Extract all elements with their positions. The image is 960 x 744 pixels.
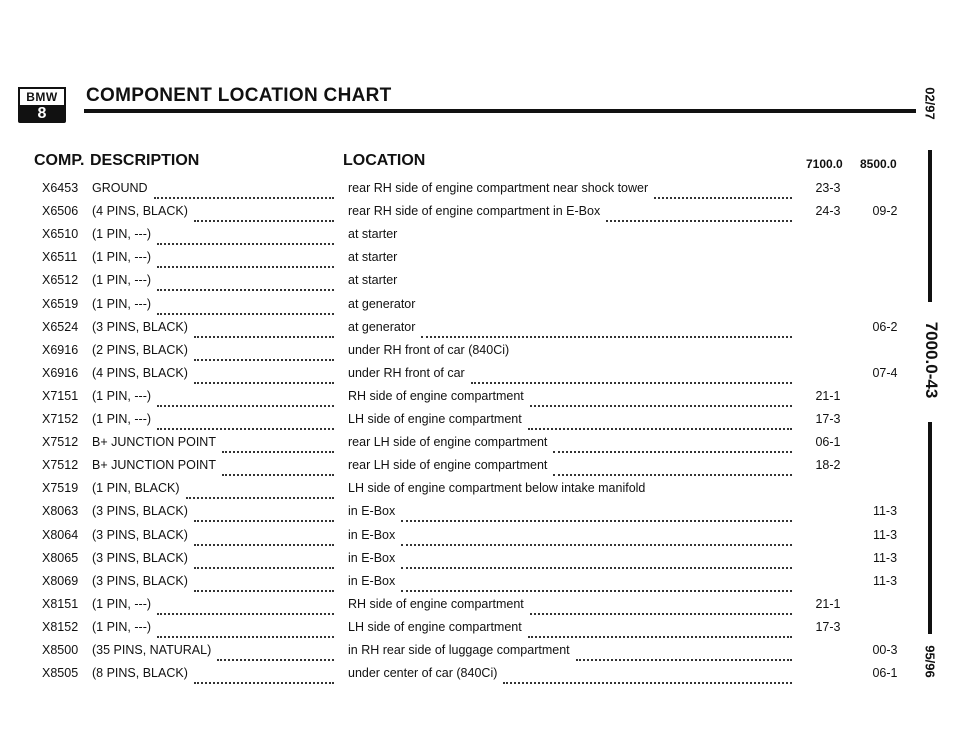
row-comp: X6511 [42, 250, 78, 265]
row-location: in E-Box [348, 573, 396, 588]
table-row [0, 666, 910, 688]
table-row [0, 458, 910, 480]
dot-leader [194, 366, 334, 384]
row-description: (1 PIN, ---) [92, 250, 152, 265]
row-location: rear RH side of engine compartment near shock tower [348, 181, 649, 195]
row-description: (3 PINS, BLACK) [92, 504, 188, 519]
dot-leader [530, 389, 792, 407]
dot-leader [471, 366, 792, 384]
row-ref-8500: 11-3 [872, 504, 898, 519]
row-location: rear LH side of engine compartment [348, 458, 548, 473]
row-description: (2 PINS, BLACK) [92, 342, 188, 357]
dot-leader [222, 435, 334, 453]
row-location: LH side of engine compartment [348, 412, 522, 426]
row-comp: X6510 [42, 227, 79, 242]
row-location: in E-Box [348, 504, 396, 519]
table-row [0, 181, 910, 203]
row-comp: X8063 [42, 504, 79, 519]
row-ref-8500: 06-1 [872, 666, 898, 681]
row-location: under RH front of car (840Ci) [348, 342, 510, 357]
row-comp: X7512 [42, 458, 79, 473]
row-comp: X8151 [42, 596, 79, 611]
row-comp: X6519 [42, 296, 79, 311]
table-row [0, 643, 910, 665]
row-ref-7100: 24-3 [815, 204, 841, 219]
dot-leader [157, 412, 334, 430]
dot-leader [194, 666, 334, 684]
dot-leader [194, 320, 334, 338]
row-location: at generator [348, 319, 416, 334]
row-comp: X7151 [42, 388, 79, 403]
row-location: rear LH side of engine compartment [348, 435, 548, 450]
col-header-8500: 8500.0 [860, 157, 897, 171]
row-comp: X6512 [42, 273, 79, 288]
row-comp: X6506 [42, 204, 79, 219]
row-description: GROUND [92, 181, 148, 195]
table-row [0, 620, 910, 642]
row-ref-8500: 09-2 [872, 204, 898, 219]
row-location: in E-Box [348, 550, 396, 565]
row-ref-8500: 11-3 [872, 573, 898, 588]
row-description: (3 PINS, BLACK) [92, 319, 188, 334]
table-row [0, 551, 910, 573]
row-comp: X7152 [42, 412, 79, 426]
col-header-location: LOCATION [343, 152, 426, 169]
dot-leader [157, 273, 334, 291]
dot-leader [194, 551, 334, 569]
dot-leader [157, 297, 334, 315]
row-comp: X8064 [42, 527, 79, 542]
row-location: LH side of engine compartment [348, 619, 522, 634]
row-location: at generator [348, 296, 416, 311]
table-row [0, 320, 910, 342]
side-date-bottom: 95/96 [922, 645, 938, 678]
table-row [0, 343, 910, 365]
row-description: B+ JUNCTION POINT [92, 435, 216, 450]
dot-leader [401, 574, 792, 592]
row-ref-8500: 11-3 [872, 527, 898, 542]
row-comp: X6916 [42, 365, 79, 380]
table-row [0, 435, 910, 457]
title-rule [84, 109, 916, 113]
page-title: COMPONENT LOCATION CHART [86, 85, 392, 106]
row-description: (1 PIN, ---) [92, 596, 152, 611]
table-row [0, 366, 910, 388]
side-rule-top [928, 150, 932, 302]
dot-leader [421, 320, 792, 338]
row-location: LH side of engine compartment below intake manifold [348, 481, 646, 496]
dot-leader [154, 181, 334, 199]
row-comp: X6524 [42, 319, 79, 334]
row-comp: X6916 [42, 342, 79, 357]
row-description: (1 PIN, BLACK) [92, 481, 180, 496]
row-location: at starter [348, 250, 398, 265]
dot-leader [157, 250, 334, 268]
row-location: RH side of engine compartment [348, 596, 524, 611]
row-description: (1 PIN, ---) [92, 619, 152, 634]
col-header-7100: 7100.0 [806, 157, 843, 171]
dot-leader [194, 528, 334, 546]
dot-leader [530, 597, 792, 615]
row-ref-8500: 07-4 [872, 365, 898, 380]
dot-leader [194, 574, 334, 592]
row-description: (35 PINS, NATURAL) [92, 643, 212, 657]
dot-leader [194, 504, 334, 522]
dot-leader [186, 481, 334, 499]
side-rule-bottom [928, 422, 932, 634]
row-ref-7100: 23-3 [815, 181, 841, 195]
row-location: under center of car (840Ci) [348, 666, 498, 681]
row-ref-7100: 21-1 [815, 596, 841, 611]
row-ref-8500: 00-3 [872, 643, 898, 657]
logo-top-text: BMW [18, 87, 66, 107]
table-row [0, 481, 910, 503]
table-row [0, 412, 910, 434]
table-row [0, 273, 910, 295]
row-description: B+ JUNCTION POINT [92, 458, 216, 473]
row-comp: X8500 [42, 643, 79, 657]
table-row [0, 389, 910, 411]
row-ref-8500: 06-2 [872, 319, 898, 334]
row-description: (4 PINS, BLACK) [92, 365, 188, 380]
dot-leader [553, 458, 792, 476]
row-location: RH side of engine compartment [348, 388, 524, 403]
dot-leader [401, 504, 792, 522]
dot-leader [576, 643, 792, 661]
row-description: (4 PINS, BLACK) [92, 204, 188, 219]
table-row [0, 504, 910, 526]
dot-leader [194, 343, 334, 361]
row-ref-7100: 21-1 [815, 388, 841, 403]
dot-leader [654, 181, 792, 199]
row-ref-7100: 17-3 [815, 412, 841, 426]
col-header-description: DESCRIPTION [90, 152, 200, 169]
row-description: (1 PIN, ---) [92, 412, 152, 426]
row-comp: X7512 [42, 435, 79, 450]
dot-leader [503, 666, 792, 684]
row-comp: X6453 [42, 181, 79, 195]
row-location: in RH rear side of luggage compartment [348, 643, 570, 657]
dot-leader [222, 458, 334, 476]
row-location: under RH front of car [348, 365, 465, 380]
row-comp: X8152 [42, 619, 79, 634]
logo-bottom-text: 8 [18, 105, 66, 123]
table-row [0, 528, 910, 550]
row-comp: X8069 [42, 573, 79, 588]
table-row [0, 250, 910, 272]
dot-leader [217, 643, 334, 661]
row-location: at starter [348, 273, 398, 288]
table-row [0, 574, 910, 596]
row-description: (1 PIN, ---) [92, 273, 152, 288]
row-description: (3 PINS, BLACK) [92, 573, 188, 588]
row-description: (1 PIN, ---) [92, 227, 152, 242]
row-description: (1 PIN, ---) [92, 388, 152, 403]
dot-leader [528, 412, 792, 430]
table-row [0, 227, 910, 249]
side-date-top: 02/97 [922, 87, 938, 120]
dot-leader [157, 597, 334, 615]
row-ref-8500: 11-3 [872, 550, 898, 565]
row-location: rear RH side of engine compartment in E-Box [348, 204, 601, 219]
dot-leader [528, 620, 792, 638]
dot-leader [401, 551, 792, 569]
row-ref-7100: 06-1 [815, 435, 841, 450]
table-row [0, 204, 910, 226]
dot-leader [157, 620, 334, 638]
dot-leader [194, 204, 334, 222]
row-comp: X8505 [42, 666, 79, 681]
row-description: (1 PIN, ---) [92, 296, 152, 311]
dot-leader [157, 227, 334, 245]
row-comp: X7519 [42, 481, 79, 496]
dot-leader [606, 204, 792, 222]
col-header-comp: COMP. [34, 152, 85, 169]
dot-leader [553, 435, 792, 453]
row-description: (3 PINS, BLACK) [92, 550, 188, 565]
row-comp: X8065 [42, 550, 79, 565]
dot-leader [157, 389, 334, 407]
row-description: (3 PINS, BLACK) [92, 527, 188, 542]
row-ref-7100: 18-2 [815, 458, 841, 473]
bmw-logo [18, 87, 66, 123]
table-row [0, 297, 910, 319]
row-location: in E-Box [348, 527, 396, 542]
table-row [0, 597, 910, 619]
side-page-number: 7000.0-43 [922, 321, 941, 399]
row-description: (8 PINS, BLACK) [92, 666, 188, 681]
row-ref-7100: 17-3 [815, 619, 841, 634]
dot-leader [401, 528, 792, 546]
row-location: at starter [348, 227, 398, 242]
